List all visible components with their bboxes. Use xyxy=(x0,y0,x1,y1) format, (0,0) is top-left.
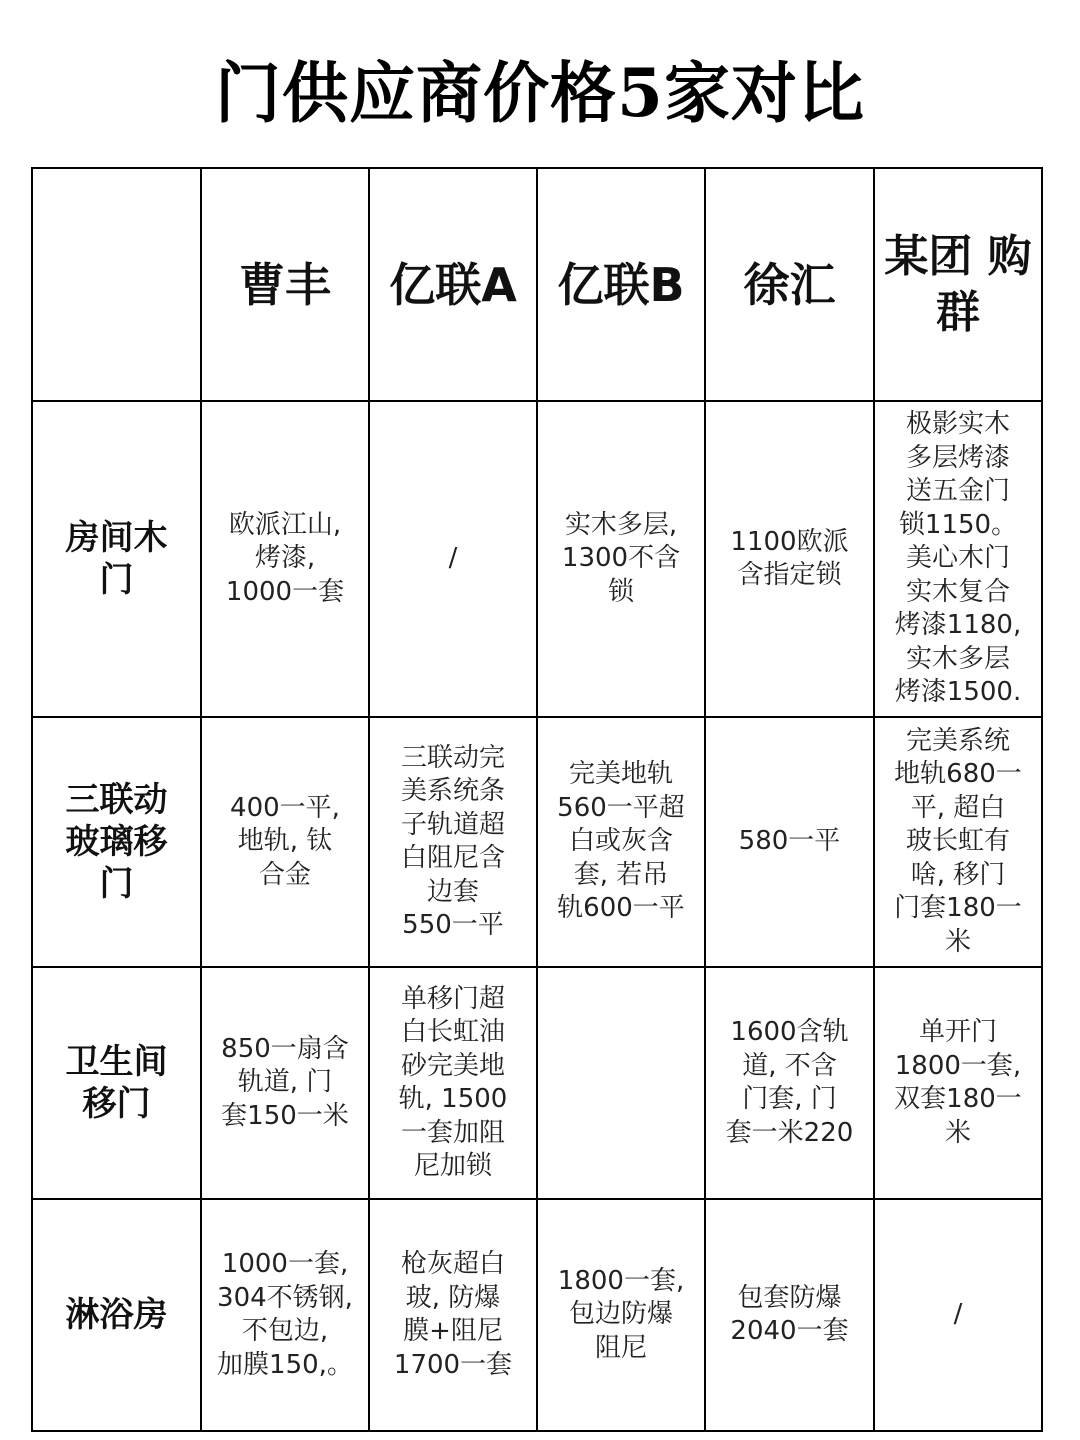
table-cell xyxy=(537,717,705,967)
table-cell xyxy=(705,717,874,967)
row-label xyxy=(32,401,201,717)
column-header: 亿联A xyxy=(369,168,537,401)
table-row xyxy=(32,717,1042,967)
table-cell xyxy=(537,401,705,717)
cell-text: 极影实木 多层烤漆 送五金门 锁1150。 美心木门 实木复合 烤漆1180, 实木多层 烤漆1500. xyxy=(894,409,1022,708)
column-header: 徐汇 xyxy=(705,168,874,401)
table-cell xyxy=(705,401,874,717)
page-title: 门供应商价格5家对比 xyxy=(215,54,865,132)
cell-text: 1100欧派 含指定锁 xyxy=(730,526,849,590)
cell-text: / xyxy=(448,543,458,574)
cell-text: 欧派江山, 烤漆, 1000一套 xyxy=(225,509,345,607)
cell-text: 850一扇含 轨道, 门 套150一米 xyxy=(221,1033,349,1131)
cell-text: 1600含轨 道, 不含 门套, 门 套一米220 xyxy=(725,1017,854,1148)
table-cell xyxy=(874,1199,1042,1431)
table-cell xyxy=(201,717,369,967)
table-cell xyxy=(369,1199,537,1431)
column-header xyxy=(874,168,1042,401)
cell-text: / xyxy=(953,1299,963,1330)
table-cell xyxy=(369,717,537,967)
header-row xyxy=(32,168,1042,401)
row-label-text: 三联动 玻璃移 门 xyxy=(65,780,168,904)
table-cell xyxy=(369,401,537,717)
row-label-text: 淋浴房 xyxy=(65,1295,168,1335)
column-header: 曹丰 xyxy=(201,168,369,401)
cell-text: 400一平, 地轨, 钛 合金 xyxy=(230,792,340,890)
table-cell xyxy=(369,967,537,1199)
cell-text: 完美系统 地轨680一 平, 超白 玻长虹有 啥, 移门 门套180一 米 xyxy=(894,725,1022,957)
table-cell xyxy=(874,717,1042,967)
column-header-label: 某团 购群 xyxy=(884,230,1032,338)
cell-text: 单开门 1800一套, 双套180一 米 xyxy=(894,1017,1022,1148)
table-cell xyxy=(705,1199,874,1431)
price-comparison-table xyxy=(31,167,1043,1432)
cell-text: 完美地轨 560一平超 白或灰含 套, 若吊 轨600一平 xyxy=(557,759,685,924)
row-label-text: 房间木 门 xyxy=(65,518,168,600)
table-row xyxy=(32,401,1042,717)
row-label xyxy=(32,1199,201,1431)
column-header: 亿联B xyxy=(537,168,705,401)
table-cell xyxy=(201,1199,369,1431)
cell-text: 实木多层, 1300不含 锁 xyxy=(561,509,681,607)
cell-text: 枪灰超白 玻, 防爆 膜+阻尼 1700一套 xyxy=(393,1249,513,1380)
table-cell xyxy=(537,967,705,1199)
table-cell xyxy=(201,401,369,717)
cell-text: 580一平 xyxy=(738,826,841,857)
table-cell xyxy=(537,1199,705,1431)
row-label-text: 卫生间 移门 xyxy=(65,1042,168,1124)
cell-text: 1000一套, 304不锈钢, 不包边, 加膜150,。 xyxy=(217,1249,353,1380)
cell-text: 包套防爆 2040一套 xyxy=(730,1282,849,1346)
table-cell xyxy=(874,967,1042,1199)
table-cell xyxy=(874,401,1042,717)
cell-text: 三联动完 美系统条 子轨道超 白阻尼含 边套 550一平 xyxy=(400,742,505,940)
row-label xyxy=(32,967,201,1199)
cell-text: 1800一套, 包边防爆 阻尼 xyxy=(557,1265,685,1363)
table-cell xyxy=(705,967,874,1199)
cell-text: 单移门超 白长虹油 砂完美地 轨, 1500 一套加阻 尼加锁 xyxy=(398,983,508,1181)
table-row xyxy=(32,1199,1042,1431)
row-label xyxy=(32,717,201,967)
corner-cell xyxy=(32,168,201,401)
table-cell xyxy=(201,967,369,1199)
table-row xyxy=(32,967,1042,1199)
